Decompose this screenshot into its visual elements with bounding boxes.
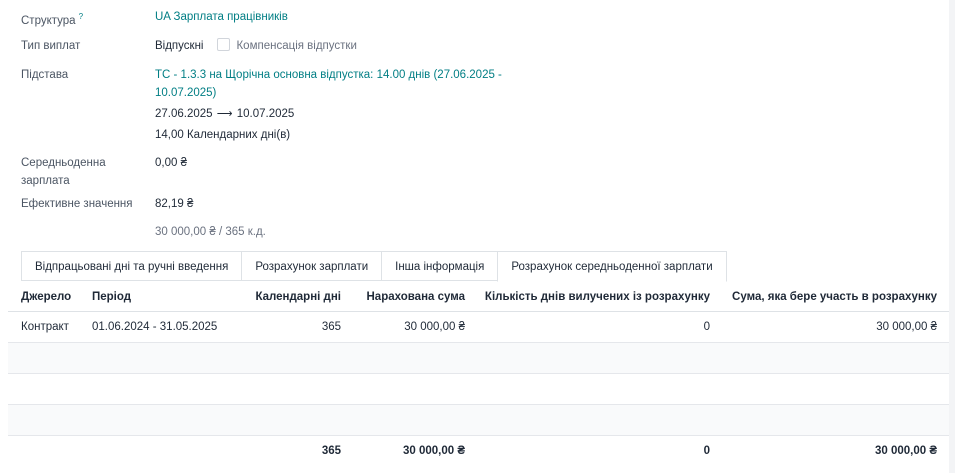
column-header-excluded-days[interactable]: Кількість днів вилучених із розрахунку (469, 282, 714, 312)
avg-salary-label-line2: зарплата (21, 175, 70, 187)
payment-type-text: Відпускні (155, 40, 204, 52)
cell-participating: 30 000,00 ₴ (714, 312, 949, 343)
cell-excluded: 0 (469, 312, 714, 343)
arrow-right-icon: ⟶ (216, 108, 233, 120)
basis-link[interactable] (155, 66, 535, 102)
cell-source[interactable]: Контракт (8, 312, 88, 343)
column-header-calendar-days[interactable]: Календарні дні (243, 282, 345, 312)
tab-other-info[interactable]: Інша інформація (381, 251, 498, 281)
basis-value (155, 66, 535, 144)
effective-label: Ефективне значення (21, 198, 133, 210)
avg-salary-value: 0,00 ₴ (155, 157, 187, 169)
cell-period: 01.06.2024 - 31.05.2025 (88, 312, 243, 343)
total-days: 365 (243, 436, 345, 467)
column-header-period[interactable]: Період (88, 282, 243, 312)
cell-days: 365 (243, 312, 345, 343)
scrollbar[interactable] (949, 0, 955, 473)
table-empty-row (8, 343, 949, 374)
notebook-tabs (21, 251, 726, 282)
payment-type-value (155, 37, 357, 55)
compensation-checkbox[interactable] (217, 38, 230, 51)
cell-amount: 30 000,00 ₴ (345, 312, 469, 343)
average-salary-table (8, 282, 949, 466)
total-excluded: 0 (469, 436, 714, 467)
table-header-row (8, 282, 949, 312)
column-header-source[interactable]: Джерело (8, 282, 88, 312)
date-from: 27.06.2025 (155, 108, 213, 120)
payment-type-label: Тип виплат (21, 40, 81, 52)
avg-salary-label (21, 154, 141, 190)
total-source (8, 436, 88, 467)
table-empty-row (8, 405, 949, 436)
table-totals-row (8, 436, 949, 467)
compensation-label: Компенсація відпустки (236, 40, 357, 52)
avg-salary-label-line1: Середньоденна (21, 157, 106, 169)
table-row[interactable] (8, 312, 949, 343)
basis-link-line2: 10.07.2025) (155, 87, 217, 99)
total-amount: 30 000,00 ₴ (345, 436, 469, 467)
date-to: 10.07.2025 (236, 108, 295, 120)
basis-days: 14,00 Календарних дні(в) (155, 129, 291, 141)
tab-worked-days[interactable]: Відпрацьовані дні та ручні введення (21, 251, 242, 281)
total-period (88, 436, 243, 467)
basis-dates (155, 105, 535, 123)
basis-link-line1: ТС - 1.3.3 на Щорічна основна відпустка: 14.00 днів (27.06.2025 - (155, 69, 502, 81)
effective-value: 82,19 ₴ (155, 198, 194, 210)
effective-formula: 30 000,00 ₴ / 365 к.д. (155, 226, 266, 238)
help-icon[interactable]: ? (78, 12, 84, 21)
table-empty-row (8, 374, 949, 405)
column-header-accrued-amount[interactable]: Нарахована сума (345, 282, 469, 312)
total-participating: 30 000,00 ₴ (714, 436, 949, 467)
structure-label: Структура ? (21, 12, 84, 27)
tab-salary-computation[interactable]: Розрахунок зарплати (241, 251, 382, 281)
column-header-participating-amount[interactable]: Сума, яка бере участь в розрахунку (714, 282, 949, 312)
structure-link[interactable]: UA Зарплата працівників (155, 11, 288, 23)
tab-average-salary[interactable]: Розрахунок середньоденної зарплати (497, 251, 726, 282)
basis-label: Підстава (21, 69, 69, 81)
